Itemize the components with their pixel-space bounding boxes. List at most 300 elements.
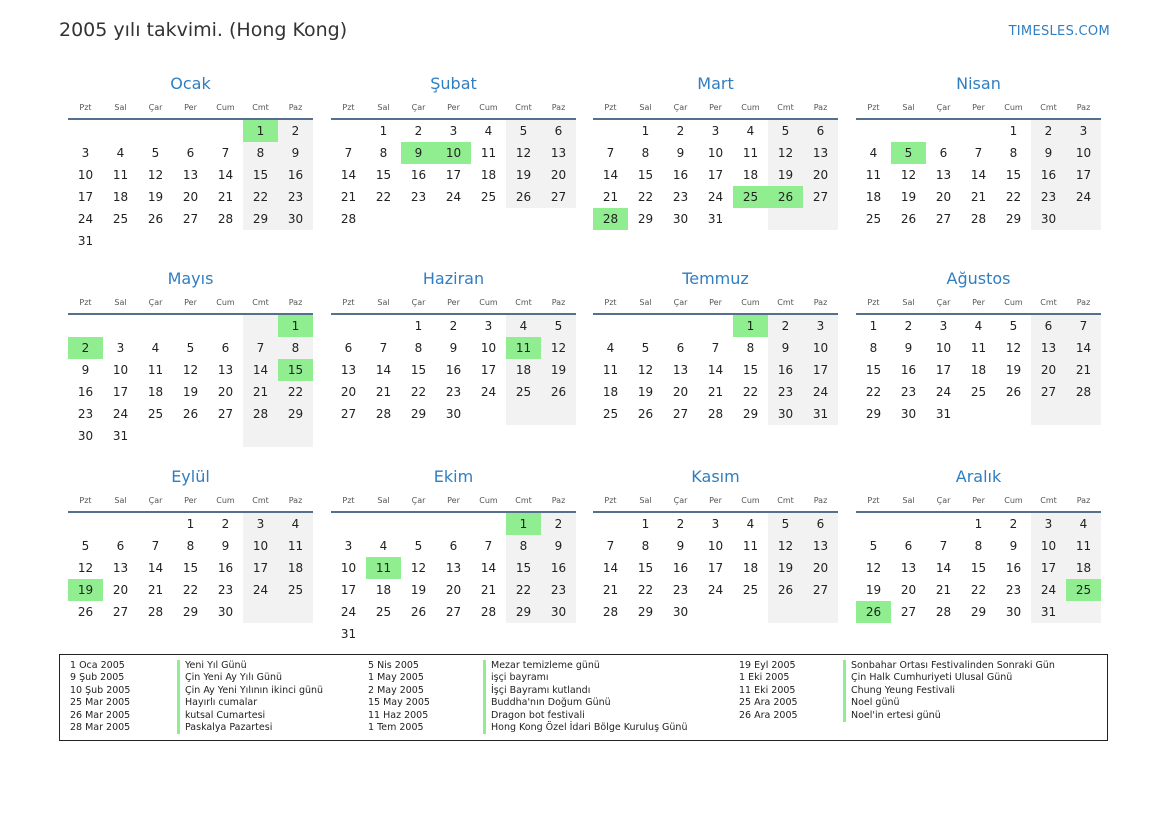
month-calendar [68, 268, 313, 447]
empty-day-cell [856, 120, 891, 142]
weekday-label: Çar [411, 103, 426, 112]
week-row [68, 120, 313, 142]
empty-day-cell [173, 120, 208, 142]
day-cell: 12 [637, 363, 654, 377]
day-cell: 28 [1066, 381, 1101, 403]
day-cell: 7 [939, 539, 948, 553]
week-row [331, 208, 576, 230]
holiday-name: Buddha'nın Doğum Günü [483, 697, 611, 709]
day-cell: 12 [541, 337, 576, 359]
weekday-header [68, 292, 313, 315]
holiday-name: Çin Halk Cumhuriyeti Ulusal Günü [843, 672, 1012, 684]
weekday-label: Çar [148, 298, 163, 307]
day-cell: 23 [1031, 186, 1066, 208]
day-cell: 26 [768, 186, 803, 208]
weekday-header [593, 490, 838, 513]
empty-day-cell [926, 513, 961, 535]
day-cell: 22 [637, 583, 654, 597]
day-cell: 18 [970, 363, 987, 377]
month-name: Ekim [433, 467, 474, 486]
day-cell: 13 [112, 561, 129, 575]
weekday-label: Cum [479, 103, 498, 112]
week-row [593, 381, 838, 403]
day-cell: 24 [480, 385, 497, 399]
day-cell: 30 [541, 601, 576, 623]
holiday-name: Çin Yeni Ay Yılı Günü [177, 672, 282, 684]
weekday-label: Per [972, 496, 985, 505]
empty-day-cell [436, 513, 471, 535]
day-cell: 16 [278, 164, 313, 186]
empty-day-cell [996, 403, 1031, 425]
holiday-name: Noel'in ertesi günü [843, 710, 941, 722]
empty-day-cell [331, 315, 366, 337]
day-cell: 26 [506, 186, 541, 208]
day-cell: 24 [707, 190, 724, 204]
day-cell: 29 [506, 601, 541, 623]
empty-day-cell [663, 315, 698, 337]
empty-day-cell [401, 208, 436, 230]
day-cell: 26 [147, 212, 164, 226]
week-row [68, 403, 313, 425]
day-cell: 16 [77, 385, 94, 399]
month-name: Mart [697, 74, 734, 93]
day-cell: 23 [768, 381, 803, 403]
day-cell: 21 [970, 190, 987, 204]
week-row [593, 120, 838, 142]
holiday-date: 25 Ara 2005 [739, 697, 798, 709]
day-cell: 29 [410, 407, 427, 421]
weekday-label: Per [972, 103, 985, 112]
weekday-label: Pzt [342, 103, 355, 112]
day-cell: 11 [865, 168, 882, 182]
day-cell: 29 [742, 407, 759, 421]
day-cell: 5 [186, 341, 195, 355]
day-cell: 25 [742, 583, 759, 597]
day-cell: 30 [217, 605, 234, 619]
day-cell: 6 [803, 120, 838, 142]
empty-day-cell [506, 403, 541, 425]
day-cell: 28 [602, 605, 619, 619]
day-cell: 19 [410, 583, 427, 597]
day-cell: 5 [768, 513, 803, 535]
week-row [593, 337, 838, 359]
day-cell: 9 [904, 341, 913, 355]
day-cell: 19 [900, 190, 917, 204]
day-cell: 18 [147, 385, 164, 399]
day-cell: 25 [112, 212, 129, 226]
month-calendar [68, 73, 313, 252]
day-cell: 16 [672, 168, 689, 182]
day-cell: 20 [340, 385, 357, 399]
month-name: Şubat [430, 74, 477, 93]
empty-day-cell [278, 601, 313, 623]
week-row [593, 535, 838, 557]
week-row [856, 208, 1101, 230]
day-cell: 8 [869, 341, 878, 355]
week-row [331, 557, 576, 579]
day-cell: 5 [506, 120, 541, 142]
empty-day-cell [961, 403, 996, 425]
day-cell: 1 [641, 517, 650, 531]
day-cell: 6 [116, 539, 125, 553]
empty-day-cell [541, 403, 576, 425]
weekday-label: Cmt [252, 298, 269, 307]
day-cell: 23 [77, 407, 94, 421]
day-cell: 7 [974, 146, 983, 160]
month-calendar [856, 268, 1101, 425]
day-cell: 26 [541, 381, 576, 403]
day-cell: 6 [803, 513, 838, 535]
day-cell: 13 [803, 142, 838, 164]
day-cell: 2 [449, 319, 458, 333]
day-cell: 4 [746, 517, 755, 531]
day-cell: 10 [1031, 535, 1066, 557]
week-row [68, 535, 313, 557]
weekday-label: Sal [114, 496, 127, 505]
day-cell: 21 [602, 583, 619, 597]
day-cell: 29 [970, 605, 987, 619]
day-cell: 8 [641, 539, 650, 553]
day-cell: 3 [939, 319, 948, 333]
day-cell: 13 [445, 561, 462, 575]
weekday-header [68, 490, 313, 513]
empty-day-cell [891, 513, 926, 535]
day-cell: 6 [1031, 315, 1066, 337]
day-cell: 17 [243, 557, 278, 579]
day-cell: 28 [593, 208, 628, 230]
day-cell: 25 [375, 605, 392, 619]
weekday-label: Per [709, 496, 722, 505]
empty-day-cell [331, 513, 366, 535]
day-cell: 5 [869, 539, 878, 553]
day-cell: 13 [182, 168, 199, 182]
weekday-label: Paz [813, 496, 828, 505]
weekday-label: Sal [377, 103, 390, 112]
day-cell: 29 [865, 407, 882, 421]
day-cell: 18 [278, 557, 313, 579]
holiday-name: Çin Ay Yeni Yılının ikinci günü [177, 685, 323, 697]
day-cell: 11 [602, 363, 619, 377]
month-calendar [331, 466, 576, 645]
day-cell: 24 [445, 190, 462, 204]
day-cell: 8 [1009, 146, 1018, 160]
day-cell: 6 [541, 120, 576, 142]
day-cell: 23 [672, 583, 689, 597]
day-cell: 16 [672, 561, 689, 575]
day-cell: 19 [1005, 363, 1022, 377]
empty-day-cell [366, 513, 401, 535]
weekday-label: Pzt [867, 298, 880, 307]
day-cell: 25 [602, 407, 619, 421]
weekday-label: Paz [551, 103, 566, 112]
day-cell: 29 [637, 605, 654, 619]
day-cell: 23 [900, 385, 917, 399]
day-cell: 4 [974, 319, 983, 333]
day-cell: 12 [77, 561, 94, 575]
day-cell: 17 [445, 168, 462, 182]
day-cell: 13 [340, 363, 357, 377]
empty-day-cell [138, 425, 173, 447]
day-cell: 21 [340, 190, 357, 204]
empty-day-cell [68, 513, 103, 535]
day-cell: 28 [480, 605, 497, 619]
day-cell: 7 [484, 539, 493, 553]
day-cell: 17 [707, 561, 724, 575]
month-calendar [856, 466, 1101, 623]
day-cell: 4 [484, 124, 493, 138]
empty-day-cell [366, 623, 401, 645]
day-cell: 25 [1066, 579, 1101, 601]
day-cell: 1 [974, 517, 983, 531]
day-cell: 14 [340, 168, 357, 182]
day-cell: 13 [803, 535, 838, 557]
week-row [331, 403, 576, 425]
day-cell: 20 [672, 385, 689, 399]
day-cell: 11 [1066, 535, 1101, 557]
weekday-label: Pzt [867, 103, 880, 112]
weekday-label: Pzt [79, 103, 92, 112]
weekday-label: Cmt [1040, 496, 1057, 505]
weekday-label: Paz [551, 298, 566, 307]
day-cell: 22 [375, 190, 392, 204]
day-cell: 8 [506, 535, 541, 557]
empty-day-cell [208, 120, 243, 142]
day-cell: 20 [112, 583, 129, 597]
empty-day-cell [856, 513, 891, 535]
weekday-label: Sal [377, 298, 390, 307]
weekday-label: Paz [1076, 103, 1091, 112]
day-cell: 23 [410, 190, 427, 204]
weekday-label: Cmt [515, 496, 532, 505]
week-row [331, 381, 576, 403]
day-cell: 9 [1031, 142, 1066, 164]
empty-day-cell [698, 601, 733, 623]
day-cell: 24 [340, 605, 357, 619]
day-cell: 4 [746, 124, 755, 138]
weekday-header [68, 97, 313, 120]
day-cell: 1 [278, 315, 313, 337]
day-cell: 1 [243, 120, 278, 142]
week-row [68, 337, 313, 359]
week-row [856, 601, 1101, 623]
day-cell: 27 [1031, 381, 1066, 403]
day-cell: 8 [278, 337, 313, 359]
day-cell: 25 [147, 407, 164, 421]
empty-day-cell [891, 120, 926, 142]
day-cell: 17 [112, 385, 129, 399]
weekday-label: Çar [411, 496, 426, 505]
week-row [331, 623, 576, 645]
day-cell: 20 [935, 190, 952, 204]
day-cell: 30 [1031, 208, 1066, 230]
day-cell: 2 [221, 517, 230, 531]
week-row [856, 120, 1101, 142]
day-cell: 22 [243, 186, 278, 208]
day-cell: 29 [637, 212, 654, 226]
empty-day-cell [138, 230, 173, 252]
day-cell: 10 [707, 146, 724, 160]
empty-day-cell [208, 230, 243, 252]
holiday-date: 11 Haz 2005 [368, 709, 429, 721]
day-cell: 23 [217, 583, 234, 597]
weekday-label: Sal [639, 496, 652, 505]
empty-day-cell [173, 230, 208, 252]
weekday-label: Per [184, 496, 197, 505]
day-cell: 25 [480, 190, 497, 204]
day-cell: 21 [243, 381, 278, 403]
day-cell: 3 [711, 517, 720, 531]
day-cell: 5 [768, 120, 803, 142]
day-cell: 4 [506, 315, 541, 337]
day-cell: 29 [278, 403, 313, 425]
day-cell: 21 [375, 385, 392, 399]
day-cell: 2 [1031, 120, 1066, 142]
empty-day-cell [768, 208, 803, 230]
day-cell: 17 [935, 363, 952, 377]
weekday-label: Pzt [79, 496, 92, 505]
day-cell: 16 [410, 168, 427, 182]
day-cell: 20 [900, 583, 917, 597]
week-row [856, 403, 1101, 425]
weekday-label: Çar [148, 496, 163, 505]
weekday-label: Per [709, 103, 722, 112]
day-cell: 3 [81, 146, 90, 160]
day-cell: 25 [278, 579, 313, 601]
week-row [68, 186, 313, 208]
day-cell: 8 [414, 341, 423, 355]
day-cell: 10 [1066, 142, 1101, 164]
day-cell: 11 [278, 535, 313, 557]
holiday-date: 10 Şub 2005 [70, 684, 131, 696]
holiday-name: Paskalya Pazartesi [177, 722, 272, 734]
day-cell: 6 [449, 539, 458, 553]
page-title: 2005 yılı takvimi. (Hong Kong) [59, 19, 348, 41]
day-cell: 18 [112, 190, 129, 204]
day-cell: 22 [506, 579, 541, 601]
weekday-label: Pzt [604, 103, 617, 112]
weekday-label: Cum [741, 496, 760, 505]
empty-day-cell [103, 315, 138, 337]
empty-day-cell [506, 208, 541, 230]
day-cell: 18 [865, 190, 882, 204]
day-cell: 3 [449, 124, 458, 138]
empty-day-cell [138, 513, 173, 535]
weekday-label: Sal [639, 298, 652, 307]
holiday-date: 19 Eyl 2005 [739, 660, 796, 671]
day-cell: 21 [1066, 359, 1101, 381]
holiday-date: 28 Mar 2005 [70, 722, 131, 733]
day-cell: 18 [742, 168, 759, 182]
day-cell: 5 [641, 341, 650, 355]
weekday-label: Paz [813, 103, 828, 112]
day-cell: 24 [1031, 579, 1066, 601]
holiday-date: 25 Mar 2005 [70, 697, 131, 709]
day-cell: 17 [77, 190, 94, 204]
day-cell: 28 [217, 212, 234, 226]
day-cell: 17 [803, 359, 838, 381]
day-cell: 13 [217, 363, 234, 377]
day-cell: 26 [856, 601, 891, 623]
day-cell: 3 [1066, 120, 1101, 142]
week-row [331, 164, 576, 186]
weekday-label: Sal [902, 103, 915, 112]
day-cell: 27 [182, 212, 199, 226]
week-row [68, 425, 313, 447]
day-cell: 11 [742, 146, 759, 160]
day-cell: 1 [414, 319, 423, 333]
weekday-label: Pzt [342, 298, 355, 307]
day-cell: 30 [672, 212, 689, 226]
day-cell: 7 [221, 146, 230, 160]
week-row [856, 164, 1101, 186]
day-cell: 8 [746, 341, 755, 355]
empty-day-cell [961, 120, 996, 142]
day-cell: 19 [865, 583, 882, 597]
empty-day-cell [803, 601, 838, 623]
weekday-label: Çar [673, 103, 688, 112]
week-row [68, 381, 313, 403]
month-name: Ağustos [946, 269, 1011, 288]
empty-day-cell [68, 315, 103, 337]
empty-day-cell [1066, 208, 1101, 230]
day-cell: 27 [935, 212, 952, 226]
empty-day-cell [138, 315, 173, 337]
weekday-label: Sal [902, 298, 915, 307]
day-cell: 19 [68, 579, 103, 601]
month-name: Temmuz [682, 269, 749, 288]
empty-day-cell [628, 315, 663, 337]
day-cell: 2 [676, 124, 685, 138]
month-calendar [856, 73, 1101, 230]
day-cell: 24 [935, 385, 952, 399]
week-row [68, 557, 313, 579]
day-cell: 2 [1009, 517, 1018, 531]
week-row [593, 359, 838, 381]
day-cell: 25 [506, 381, 541, 403]
day-cell: 3 [243, 513, 278, 535]
empty-day-cell [471, 513, 506, 535]
holiday-date: 2 May 2005 [368, 684, 424, 696]
week-row [331, 120, 576, 142]
day-cell: 23 [278, 186, 313, 208]
holiday-date: 15 May 2005 [368, 697, 430, 709]
week-row [856, 315, 1101, 337]
empty-day-cell [68, 120, 103, 142]
day-cell: 9 [768, 337, 803, 359]
day-cell: 10 [436, 142, 471, 164]
day-cell: 14 [602, 561, 619, 575]
day-cell: 28 [243, 403, 278, 425]
day-cell: 9 [676, 539, 685, 553]
weekday-label: Cum [741, 298, 760, 307]
holiday-date: 1 May 2005 [368, 672, 424, 684]
day-cell: 31 [340, 627, 357, 641]
day-cell: 31 [1031, 601, 1066, 623]
holiday-name: Sonbahar Ortası Festivalinden Sonraki Gün [843, 660, 1055, 672]
day-cell: 27 [217, 407, 234, 421]
day-cell: 10 [77, 168, 94, 182]
day-cell: 3 [344, 539, 353, 553]
week-row [68, 208, 313, 230]
day-cell: 9 [278, 142, 313, 164]
site-brand-link[interactable]: TIMESLES.COM [1008, 24, 1110, 39]
week-row [593, 142, 838, 164]
day-cell: 14 [1066, 337, 1101, 359]
day-cell: 31 [77, 234, 94, 248]
day-cell: 25 [970, 385, 987, 399]
empty-day-cell [208, 315, 243, 337]
empty-day-cell [436, 208, 471, 230]
